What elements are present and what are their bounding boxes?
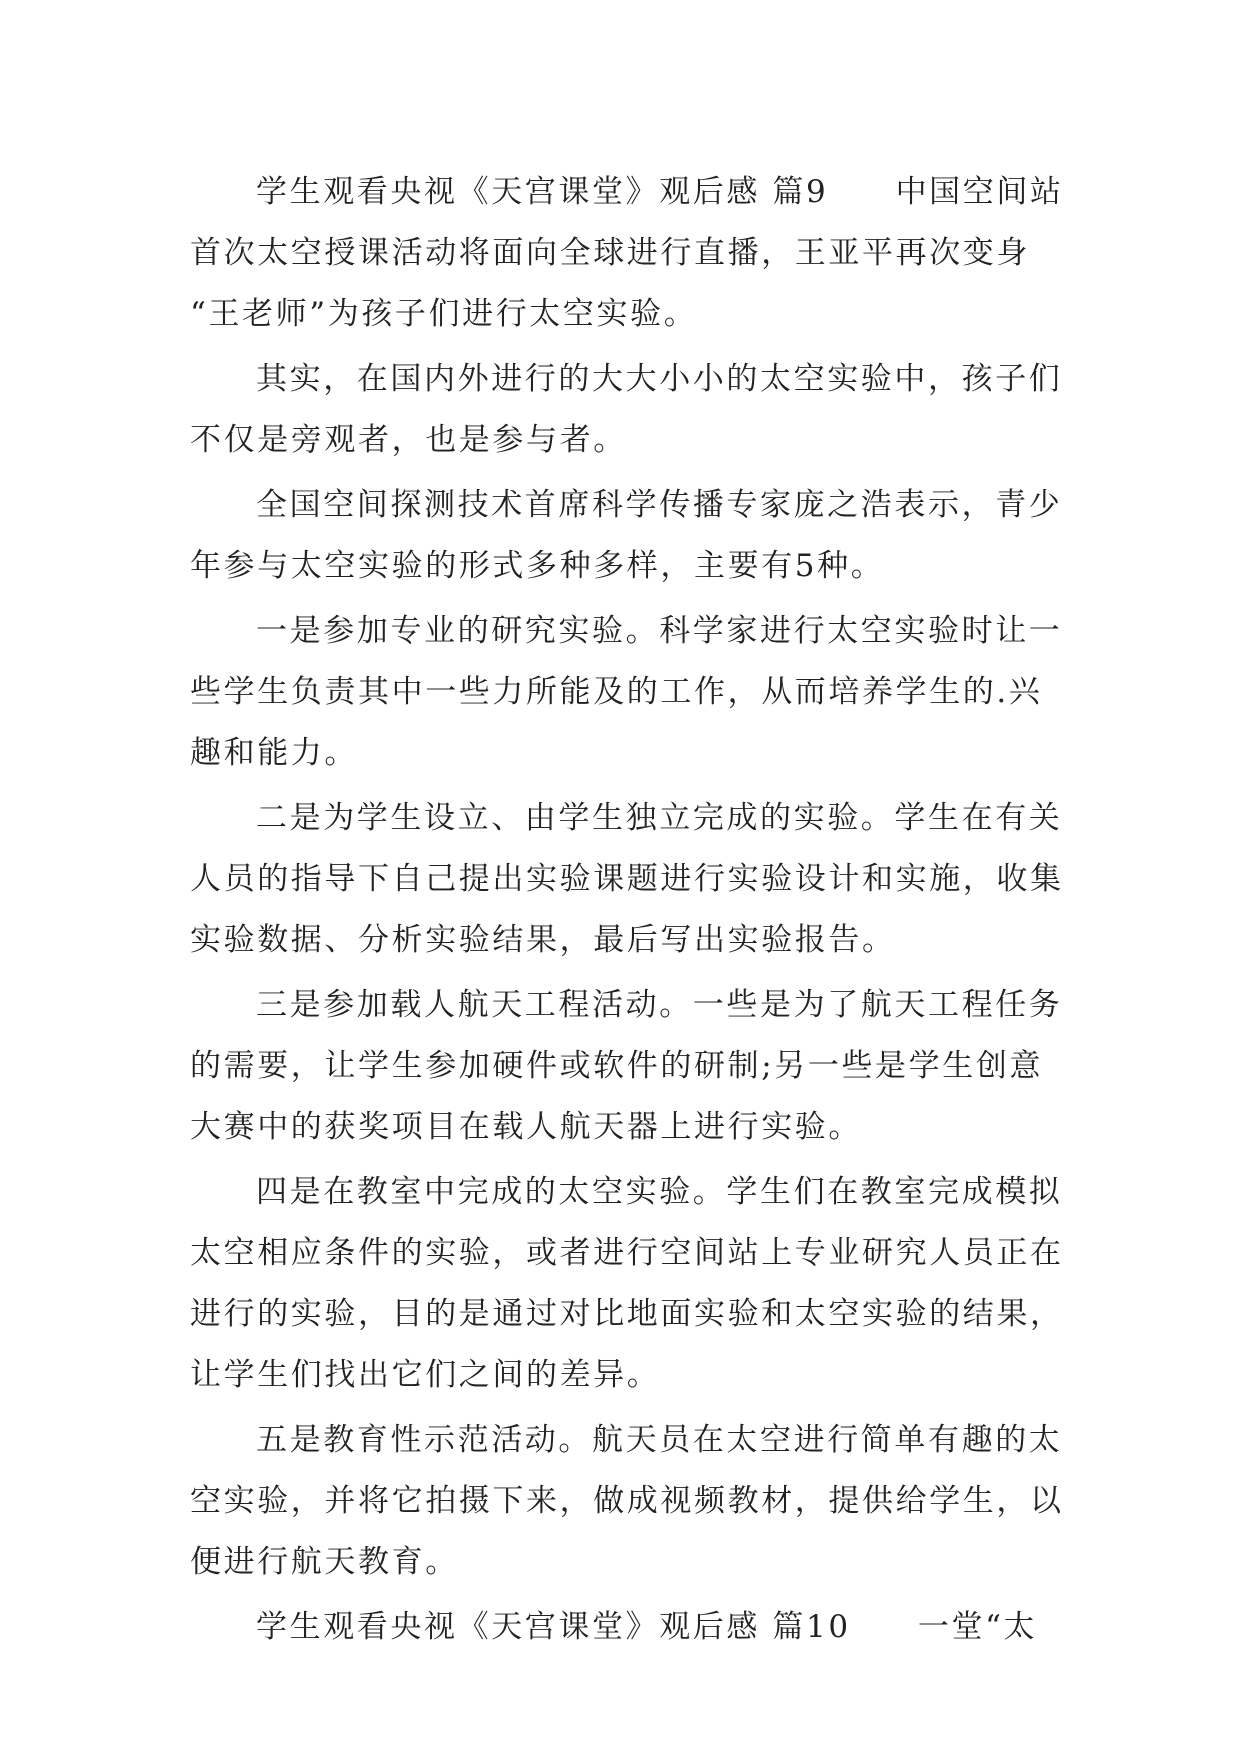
text-line: 五是教育性示范活动。航天员在太空进行简单有趣的太 (256, 1422, 1063, 1458)
paragraph-form-five (190, 1410, 1064, 1593)
text-line: 空实验，并将它拍摄下来，做成视频教材，提供给学生，以 (190, 1483, 1064, 1519)
document-body (190, 162, 1064, 1662)
text-line: 四是在教室中完成的太空实验。学生们在教室完成模拟 (256, 1174, 1063, 1210)
text-line: 大赛中的获奖项目在载人航天器上进行实验。 (190, 1109, 862, 1145)
text-line: 些学生负责其中一些力所能及的工作，从而培养学生的.兴 (190, 674, 1043, 710)
paragraph-essay-10-intro (190, 1597, 1050, 1658)
text-line: 太空相应条件的实验，或者进行空间站上专业研究人员正在 (190, 1235, 1064, 1271)
text-line: 全国空间探测技术首席科学传播专家庞之浩表示，青少 (256, 487, 1063, 523)
paragraph-participants (190, 349, 1063, 471)
text-line: 让学生们找出它们之间的差异。 (190, 1357, 661, 1393)
text-line: 学生观看央视《天宫课堂》观后感 篇10 一堂“太 (256, 1609, 1038, 1645)
paragraph-form-two (190, 788, 1064, 971)
text-line: 便进行航天教育。 (190, 1544, 459, 1580)
text-line: 二是为学生设立、由学生独立完成的实验。学生在有关 (256, 800, 1063, 836)
paragraph-essay-9-intro (190, 162, 1064, 345)
text-line: 实验数据、分析实验结果，最后写出实验报告。 (190, 922, 896, 958)
paragraph-form-one (190, 601, 1063, 784)
text-line: 趣和能力。 (190, 735, 358, 771)
text-line: 学生观看央视《天宫课堂》观后感 篇9 中国空间站 (256, 174, 1064, 210)
text-line: “王老师”为孩子们进行太空实验。 (190, 296, 698, 332)
text-line: 年参与太空实验的形式多种多样，主要有5种。 (190, 548, 885, 584)
text-line: 一是参加专业的研究实验。科学家进行太空实验时让一 (256, 613, 1063, 649)
text-line: 三是参加载人航天工程活动。一些是为了航天工程任务 (256, 987, 1063, 1023)
text-line: 进行的实验，目的是通过对比地面实验和太空实验的结果， (190, 1296, 1064, 1332)
text-line: 人员的指导下自己提出实验课题进行实验设计和实施，收集 (190, 861, 1064, 897)
text-line: 首次太空授课活动将面向全球进行直播，王亚平再次变身 (190, 235, 1030, 271)
text-line: 其实，在国内外进行的大大小小的太空实验中，孩子们 (256, 361, 1063, 397)
paragraph-form-three (190, 975, 1063, 1158)
paragraph-form-four (190, 1162, 1064, 1406)
text-line: 不仅是旁观者，也是参与者。 (190, 422, 627, 458)
text-line: 的需要，让学生参加硬件或软件的研制;另一些是学生创意 (190, 1048, 1044, 1084)
paragraph-expert-statement (190, 475, 1063, 597)
